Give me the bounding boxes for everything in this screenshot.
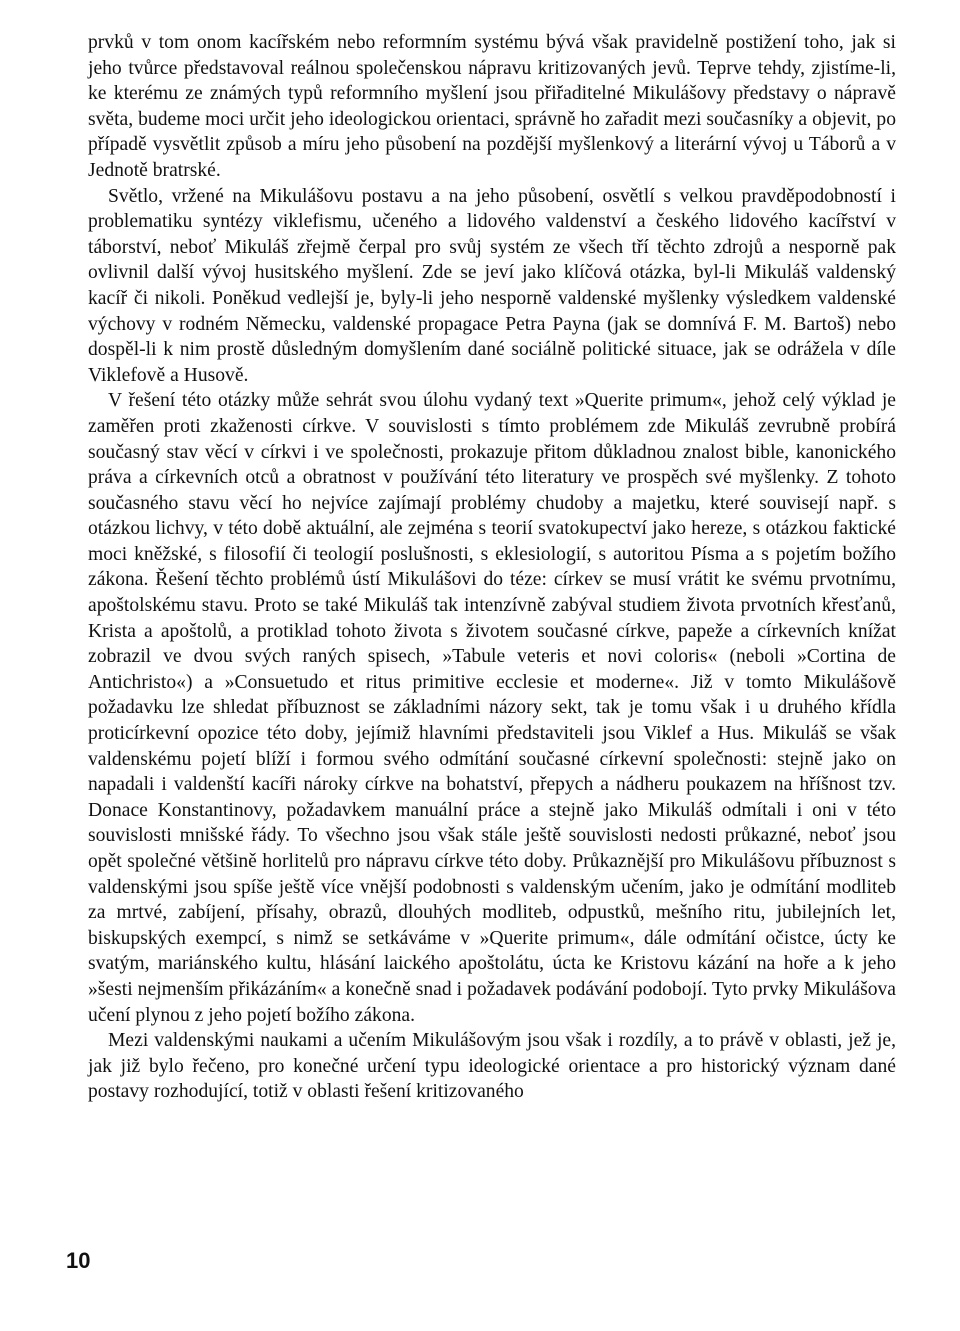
page-number: 10 <box>66 1248 91 1273</box>
paragraph-3: V řešení této otázky může sehrát svou úlohu vydaný text »Querite primum«, jehož celý výklad je zaměřen proti zkaženosti církve. V souvislosti s tímto problémem zde Mikuláš zevrubně probírá současný stav věcí v církvi i ve společnosti, prokazuje přitom důkladnou znalost bible, kanonického práva a církevních otců a obratnost v používání této literatury ve prospěch své myšlenky. Z tohoto současného stavu věcí ho nejvíce zajímají problémy chudoby a majetku, které souvisejí např. s otázkou lichvy, v této době aktuální, ale zejména s teorií svatokupectví jako hereze, s otázkou faktické moci kněžské, s filosofií či teologií poslušnosti, s eklesiologií, s autoritou Písma a s pojetím božího zákona. Řešení těchto problémů ústí Mikulášovi do téze: církev se musí vrátit ke svému prvotnímu, apoštolskému stavu. Proto se také Mikuláš tak intenzívně zabýval studiem života prvotních křesťanů, Krista a apoštolů, a protiklad tohoto života s životem současné církve, papeže a církevních knížat zobrazil ve dvou svých raných spisech, »Tabule veteris et novi coloris« (neboli »Cortina de Antichristo«) a »Consuetudo et ritus primitive ecclesie et moderne«. Již v tomto Mikulášově požadavku lze shledat příbuznost se základními názory sekt, tak je tomu však i u druhého křídla proticírkevní opozice této doby, jejímiž hlavními představiteli jsou Viklef a Hus. Mikuláš se však valdenskému pojetí blíží i formou svého odmítání současné církevní společnosti: stejně jako on napadali i valdenští kacíři nároky církve na bohatství, přepych a nádheru poukazem na hříšnost tzv. Donace Konstantinovy, požadavkem manuální práce a stejně jako Mikuláš odmítali i oni v této souvislosti mnišské řády. To všechno jsou však stále ještě souvislosti nedosti průkazné, neboť jsou opět společné většině horlitelů pro nápravu církve této doby. Průkaznější pro Mikulášovu příbuznost s valdenskými jsou spíše ještě více vnější podobnosti s valdenským učením, jako je odmítání modliteb za mrtvé, zabíjení, přísahy, obrazů, dlouhých modliteb, odpustků, mešního ritu, jubilejních let, biskupských exempcí, s nimž se setkáváme v »Querite primum«, dále odmítání očistce, úcty ke svatým, mariánského kultu, hlásání laického apoštolátu, úcta ke Kristovu kázání na hoře a k jeho »šesti nejmenším přikázáním« a konečně snad i požadavek podávání podobojí. Tyto prvky Mikulášova učení plynou z jeho pojetí božího zákona. <box>88 390 896 1026</box>
paragraph-2: Světlo, vržené na Mikulášovu postavu a na jeho působení, osvětlí s velkou pravděpodobností i problematiku syntézy viklefismu, učeného a lidového valdenství a českého lidového kacířství v táborství, neboť Mikuláš zřejmě čerpal pro svůj systém ze všech tří těchto zdrojů a nesporně pak ovlivnil další vývoj husitského myšlení. Zde se jeví jako klíčová otázka, byl-li Mikuláš valdenský kacíř či nikoli. Poněkud vedlejší je, byly-li jeho nesporně valdenské myšlenky výsledkem valdenské výchovy v rodném Německu, valdenské propagace Petra Payna (jak se domnívá F. M. Bartoš) nebo dospěl-li k nim prostě důsledným domyšlením dané sociálně politické situace, jak se odrážela v díle Viklefově a Husově. <box>88 185 896 386</box>
paragraph-1: prvků v tom onom kacířském nebo reformním systému bývá však pravidelně postižení toho, jak si jeho tvůrce představoval reálnou společenskou nápravu kritizovaných jevů. Teprve tehdy, zjistíme-li, ke kterému ze známých typů reformního myšlení jsou přiřaditelné Mikulášovy představy o nápravě světa, budeme moci určit jeho ideologickou orientaci, správně ho zařadit mezi současníky a objevit, po případě vysvětlit způsob a míru jeho působení na pozdější myšlenkový a literární vývoj u Táborů a v Jednotě bratrské. <box>88 32 896 181</box>
paragraph-4: Mezi valdenskými naukami a učením Mikulášovým jsou však i rozdíly, a to právě v oblasti, jež je, jak již bylo řečeno, pro konečné určení typu ideologické orientace a pro historický význam dané postavy rozhodující, totiž v oblasti řešení kritizovaného <box>88 1030 896 1103</box>
page-text-block <box>88 30 896 1105</box>
